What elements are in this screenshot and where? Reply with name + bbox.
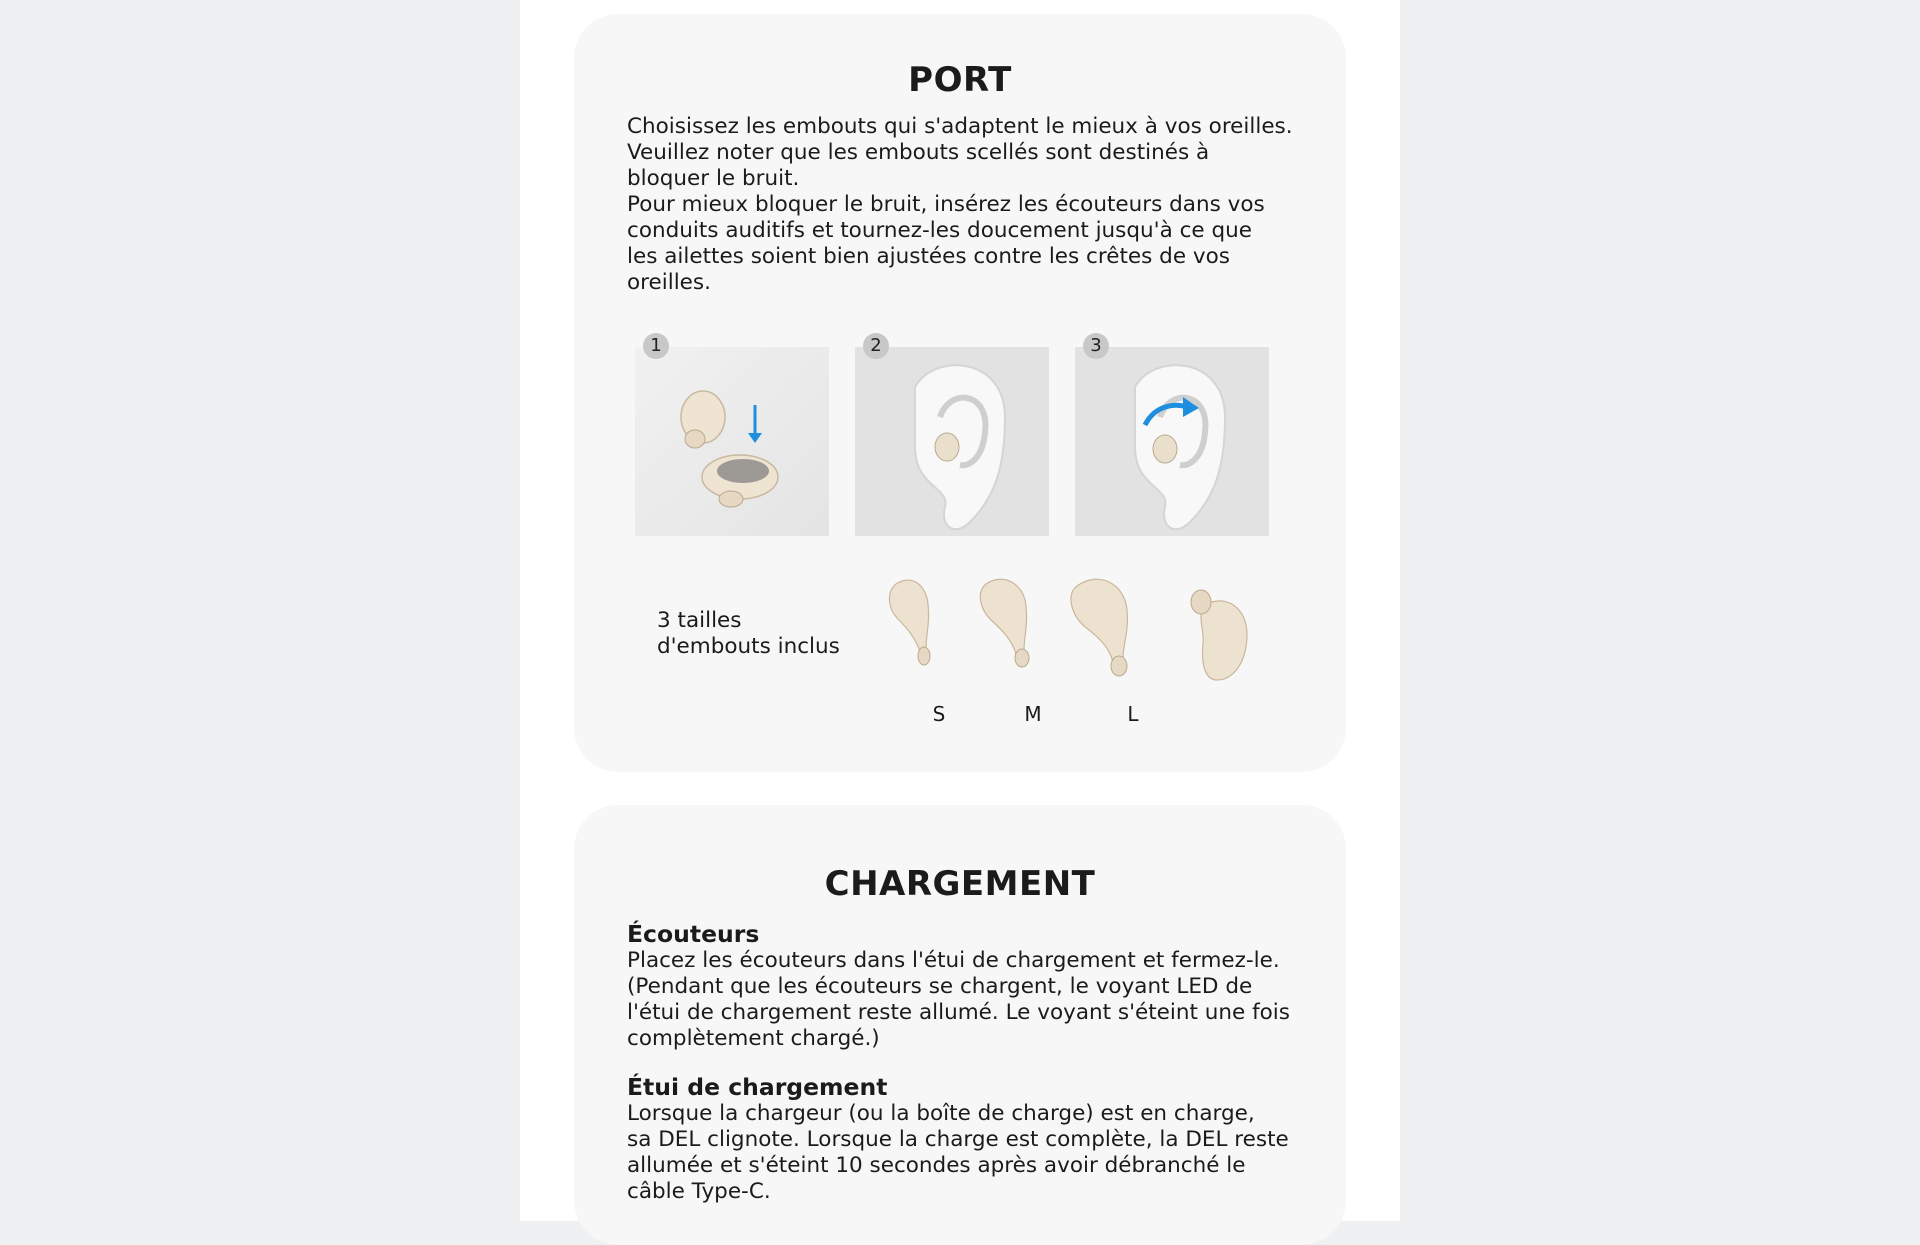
earbuds-charging-text: [627, 948, 1327, 1052]
size-label-s: S: [932, 702, 946, 726]
text-line: l'étui de chargement reste allumé. Le voyant s'éteint une fois: [627, 1000, 1290, 1025]
case-charging-text: [627, 1101, 1327, 1205]
text-line: d'embouts inclus: [657, 634, 840, 659]
text-line: (Pendant que les écouteurs se chargent, le voyant LED de: [627, 974, 1253, 999]
earbud-image: [1187, 584, 1251, 684]
charging-title: CHARGEMENT: [824, 864, 1096, 904]
text-line: câble Type-C.: [627, 1179, 771, 1204]
size-label-l: L: [1127, 702, 1139, 726]
eartip-small-image: [886, 574, 948, 674]
eartips-label: [657, 608, 877, 660]
text-line: Pour mieux bloquer le bruit, insérez les écouteurs dans vos: [627, 192, 1265, 217]
text-line: conduits auditifs et tournez-les doucement jusqu'à ce que: [627, 218, 1252, 243]
step-3-image: [1075, 347, 1269, 536]
case-heading: Étui de chargement: [627, 1073, 888, 1101]
text-line: Choisissez les embouts qui s'adaptent le mieux à vos oreilles.: [627, 114, 1293, 139]
port-instructions-1: [627, 114, 1327, 296]
charging-card: [574, 805, 1346, 1245]
text-line: allumée et s'éteint 10 secondes après avoir débranché le: [627, 1153, 1246, 1178]
eartip-medium-image: [978, 574, 1044, 674]
size-label-m: M: [1024, 702, 1042, 726]
step-2-image: [855, 347, 1049, 536]
text-line: Veuillez noter que les embouts scellés sont destinés à: [627, 140, 1210, 165]
port-card: [574, 14, 1346, 772]
step-number-badge: 3: [1083, 333, 1109, 359]
text-line: complètement chargé.): [627, 1026, 880, 1051]
text-line: les ailettes soient bien ajustées contre les crêtes de vos: [627, 244, 1230, 269]
port-title: PORT: [908, 60, 1012, 100]
text-line: Lorsque la chargeur (ou la boîte de charge) est en charge,: [627, 1101, 1255, 1126]
text-line: 3 tailles: [657, 608, 742, 633]
step-number-badge: 2: [863, 333, 889, 359]
earbuds-heading: Écouteurs: [627, 920, 760, 948]
step-1-image: [635, 347, 829, 536]
text-line: Placez les écouteurs dans l'étui de chargement et fermez-le.: [627, 948, 1280, 973]
text-line: oreilles.: [627, 270, 711, 295]
text-line: sa DEL clignote. Lorsque la charge est complète, la DEL reste: [627, 1127, 1289, 1152]
eartip-large-image: [1069, 574, 1145, 684]
step-number-badge: 1: [643, 333, 669, 359]
text-line: bloquer le bruit.: [627, 166, 800, 191]
content-column: [520, 0, 1400, 1221]
